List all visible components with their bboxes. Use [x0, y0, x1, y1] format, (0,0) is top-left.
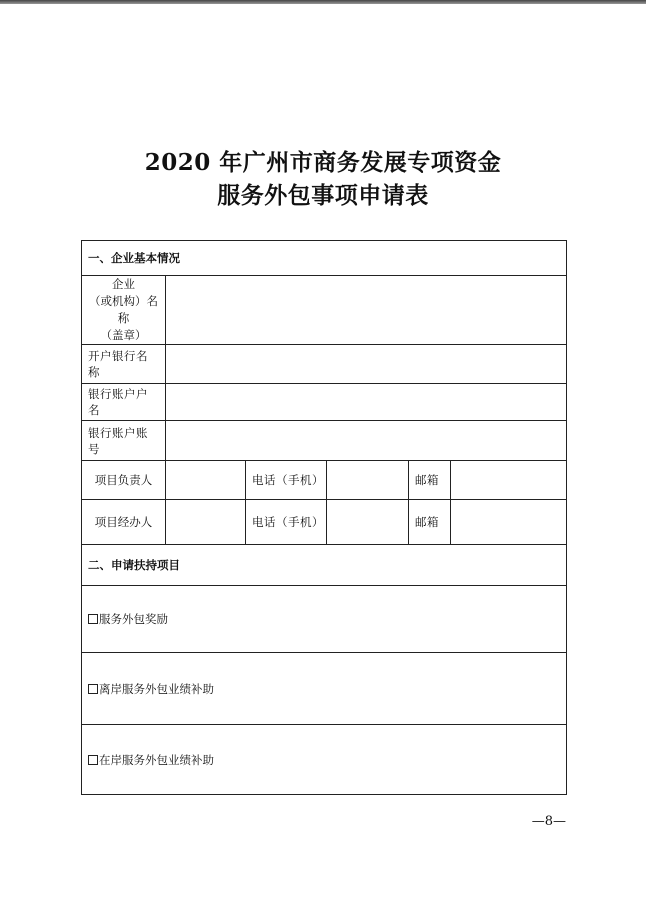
- company-name-label-line2: （或机构）名称: [89, 294, 158, 325]
- checkbox-icon[interactable]: [88, 614, 98, 624]
- option-row: [82, 725, 567, 795]
- project-leader-field[interactable]: [166, 461, 246, 500]
- option-label: 离岸服务外包业绩补助: [99, 681, 214, 696]
- account-name-label: 银行账户户名: [82, 384, 166, 421]
- option-row: [82, 586, 567, 653]
- page-number: —8—: [531, 814, 566, 829]
- bank-name-row: [82, 345, 567, 384]
- handler-phone-field[interactable]: [327, 500, 409, 545]
- handler-email-label: 邮箱: [409, 500, 451, 545]
- top-border: [0, 0, 646, 4]
- option-label: 在岸服务外包业绩补助: [99, 752, 214, 767]
- form-title: [0, 146, 646, 212]
- option-offshore-subsidy[interactable]: [82, 653, 567, 725]
- section1-row: [82, 241, 567, 276]
- application-form-table: [81, 240, 567, 795]
- company-name-label-line1: 企业: [112, 277, 135, 291]
- leader-email-field[interactable]: [451, 461, 567, 500]
- section1-heading: 一、企业基本情况: [82, 241, 567, 276]
- company-name-row: [82, 276, 567, 345]
- checkbox-icon[interactable]: [88, 755, 98, 765]
- account-name-field[interactable]: [166, 384, 567, 421]
- title-line-1: 2020 年广州市商务发展专项资金: [144, 149, 502, 176]
- project-leader-label: 项目负责人: [82, 461, 166, 500]
- option-label: 服务外包奖励: [99, 612, 168, 626]
- leader-phone-field[interactable]: [327, 461, 409, 500]
- section2-row: [82, 545, 567, 586]
- account-number-label: 银行账户账号: [82, 421, 166, 461]
- account-number-field[interactable]: [166, 421, 567, 461]
- title-line-2: 服务外包事项申请表: [217, 182, 429, 209]
- section2-heading: 二、申请扶持项目: [82, 545, 567, 586]
- account-number-row: [82, 421, 567, 461]
- leader-phone-label: 电话（手机）: [246, 461, 327, 500]
- handler-email-field[interactable]: [451, 500, 567, 545]
- option-onshore-subsidy[interactable]: [82, 725, 567, 795]
- option-outsourcing-reward[interactable]: [82, 586, 567, 653]
- bank-name-label: 开户银行名称: [82, 345, 166, 384]
- project-handler-row: [82, 500, 567, 545]
- project-handler-label: 项目经办人: [82, 500, 166, 545]
- company-name-field[interactable]: [166, 276, 567, 345]
- project-leader-row: [82, 461, 567, 500]
- company-name-label-line3: （盖章）: [100, 328, 147, 342]
- project-handler-field[interactable]: [166, 500, 246, 545]
- bank-name-field[interactable]: [166, 345, 567, 384]
- leader-email-label: 邮箱: [409, 461, 451, 500]
- handler-phone-label: 电话（手机）: [246, 500, 327, 545]
- option-row: [82, 653, 567, 725]
- account-name-row: [82, 384, 567, 421]
- checkbox-icon[interactable]: [88, 684, 98, 694]
- company-name-label: [82, 276, 166, 345]
